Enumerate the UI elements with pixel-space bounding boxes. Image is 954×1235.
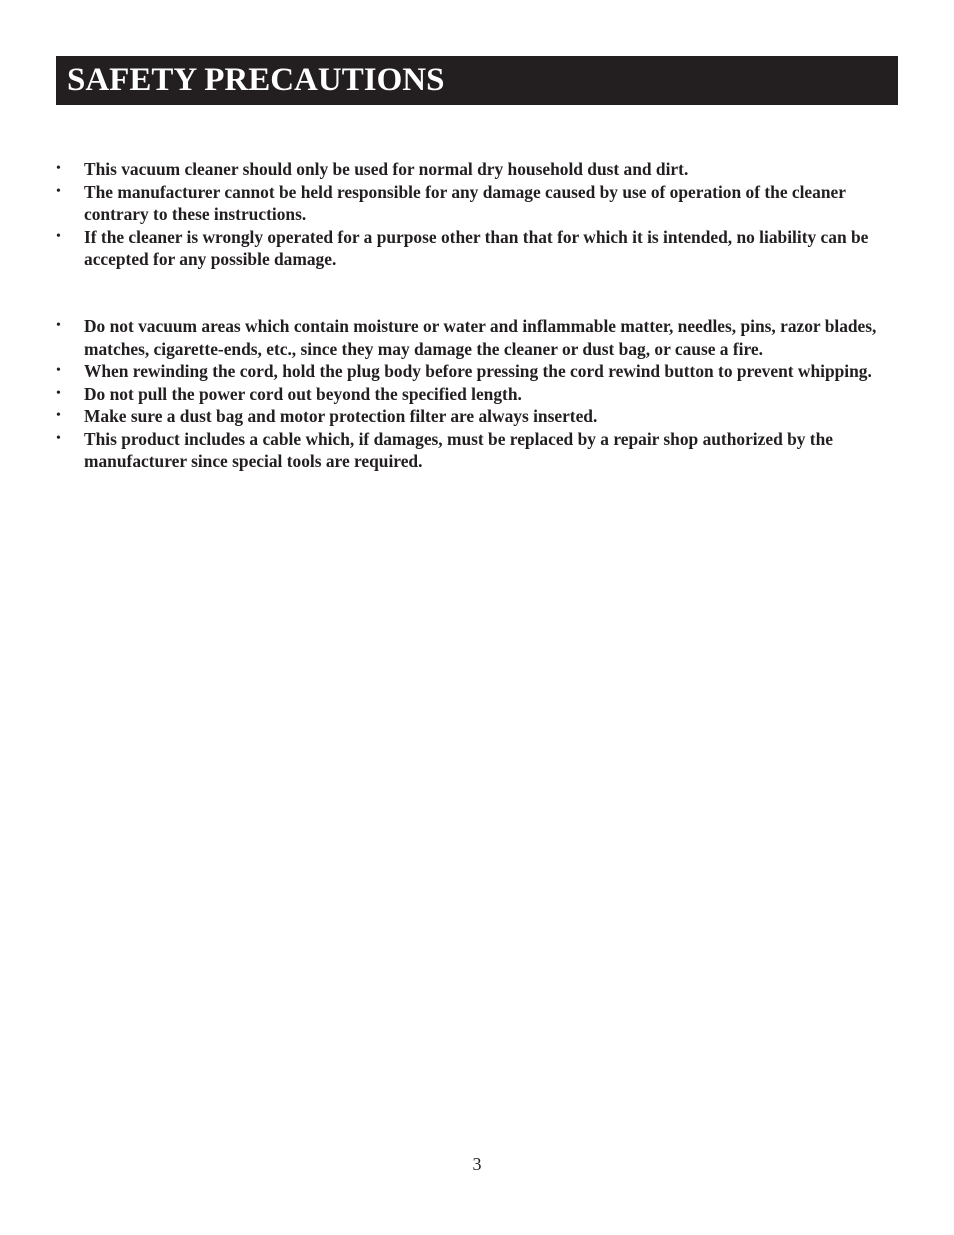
list-item-text: The manufacturer cannot be held responsible for any damage caused by use of operation of the cleaner contrary to these instructions.	[84, 181, 846, 224]
list-item	[56, 383, 898, 406]
list-item	[56, 405, 898, 428]
bullet-icon: •	[56, 363, 61, 378]
list-item	[56, 315, 898, 360]
list-item	[56, 428, 898, 473]
list-item	[56, 181, 898, 226]
bullet-list-operation-warnings	[56, 315, 898, 473]
list-item-text: If the cleaner is wrongly operated for a purpose other than that for which it is intended, no liability can be accepted for any possible damage.	[84, 226, 869, 269]
page-title: SAFETY PRECAUTIONS	[67, 62, 445, 98]
list-item-text: This vacuum cleaner should only be used for normal dry household dust and dirt.	[84, 159, 689, 179]
bullet-icon: •	[56, 408, 61, 423]
list-item-text: This product includes a cable which, if damages, must be replaced by a repair shop authorized by the manufacturer since special tools are required.	[84, 428, 833, 471]
list-item	[56, 158, 898, 181]
section-header-bar	[56, 56, 898, 105]
bullet-list-general-use	[56, 158, 898, 271]
bullet-icon: •	[56, 161, 61, 176]
list-item-text: Do not pull the power cord out beyond the specified length.	[84, 383, 522, 404]
list-item	[56, 360, 898, 383]
list-item-text: When rewinding the cord, hold the plug body before pressing the cord rewind button to prevent whipping.	[84, 361, 872, 381]
list-item	[56, 226, 898, 271]
bullet-icon: •	[56, 318, 61, 333]
list-item-text: Make sure a dust bag and motor protection filter are always inserted.	[84, 406, 598, 426]
bullet-icon: •	[56, 430, 61, 446]
bullet-icon: •	[56, 183, 61, 199]
bullet-icon: •	[56, 385, 61, 401]
bullet-icon: •	[56, 228, 61, 244]
list-item-text: Do not vacuum areas which contain moisture or water and inflammable matter, needles, pins, razor blades, matches, cigarette-ends, etc., since they may damage the cleaner or dust bag, or cause a fire.	[84, 316, 877, 359]
page-number: 3	[472, 1154, 482, 1174]
